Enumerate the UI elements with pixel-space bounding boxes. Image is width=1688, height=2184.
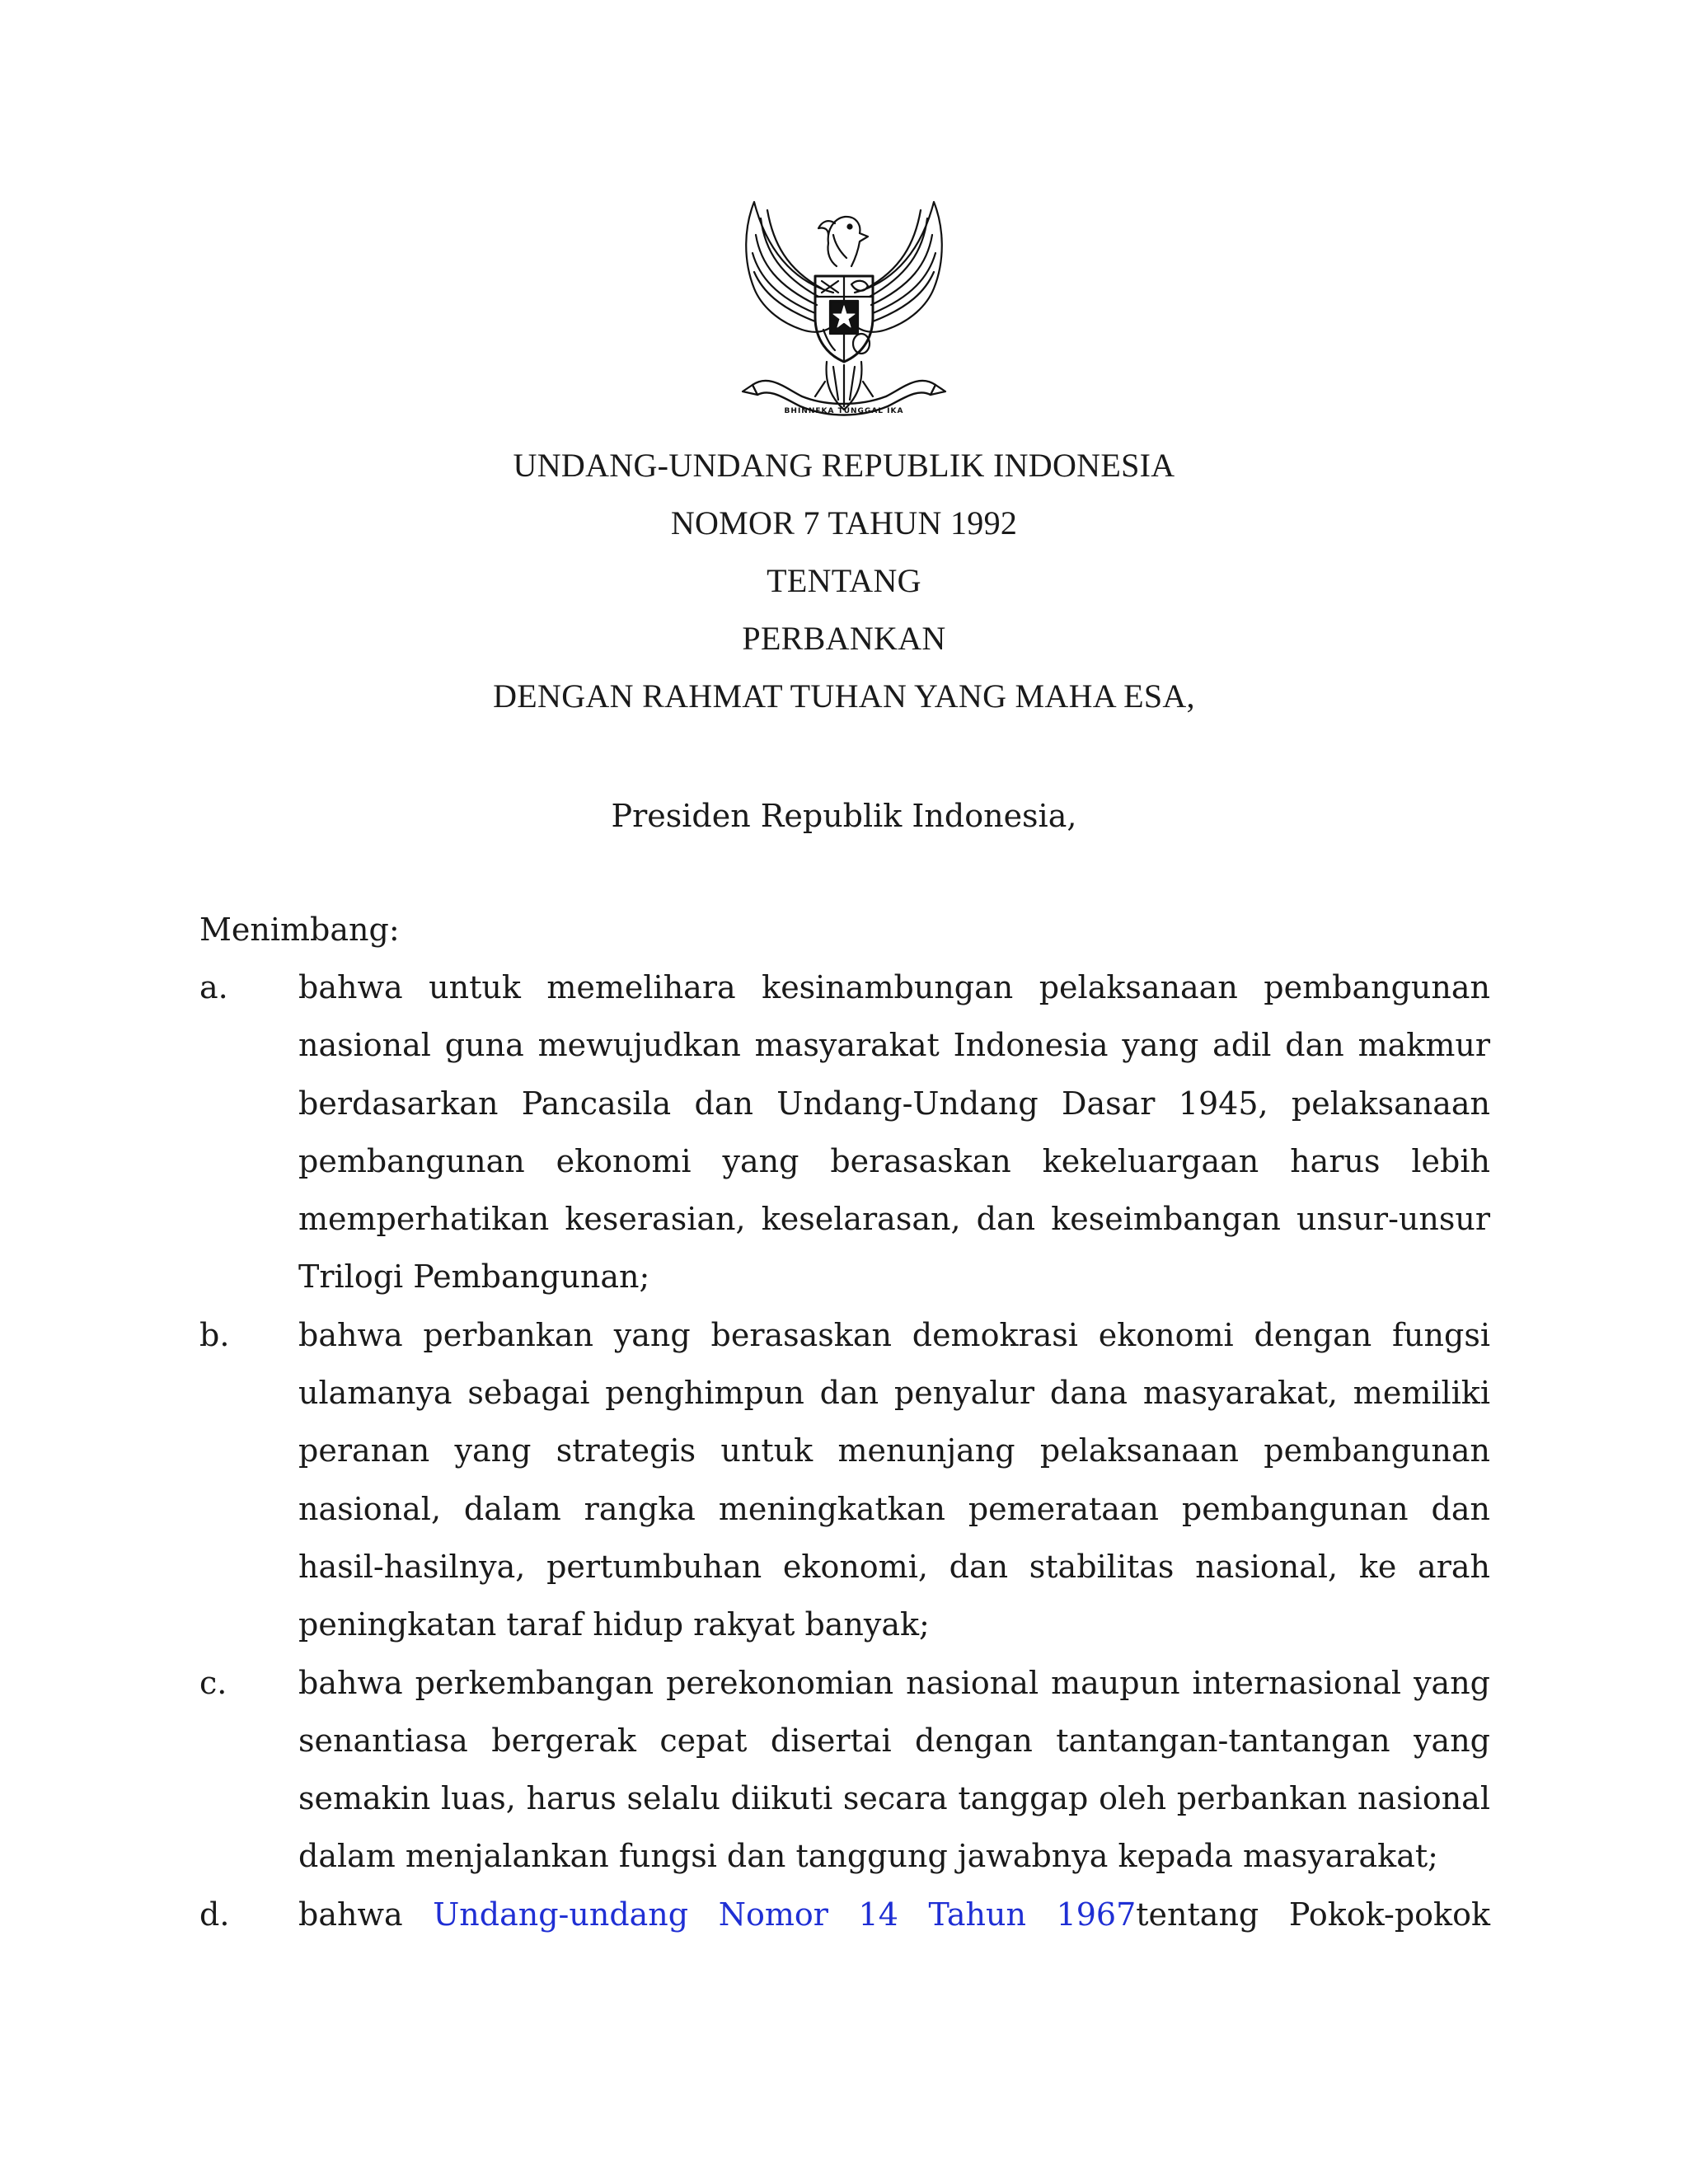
clause-d — [199, 1886, 1490, 1943]
emblem-motto-text: BHINNEKA TUNGGAL IKA — [784, 407, 904, 415]
clause-marker: a. — [199, 969, 228, 1005]
president-line: Presiden Republik Indonesia, — [611, 798, 1077, 834]
heading-about: TENTANG — [767, 562, 921, 599]
clause-text: bahwa untuk memelihara kesinambungan pelaksanaan pembangunan nasional guna mewujudkan masyarakat Indonesia yang adil dan makmur berdasarkan Pancasila dan Undang-Undang Dasar 1945, pelaksanaan pembangunan ekonomi yang berasaskan kekeluargaan harus lebih memperhatikan keserasian, keselarasan, dan keseimbangan unsur-unsur Trilogi Pembangunan; — [298, 969, 1490, 1296]
law-reference-link[interactable]: Undang-undang Nomor 14 Tahun 1967 — [433, 1896, 1137, 1933]
heading-subject: PERBANKAN — [742, 620, 946, 657]
considering-label: Menimbang: — [199, 912, 400, 948]
clause-text: bahwa perbankan yang berasaskan demokrasi ekonomi dengan fungsi ulamanya sebagai penghimpun dan penyalur dana masyarakat, memiliki peranan yang strategis untuk menunjang pelaksanaan pembangunan nasional, dalam rangka meningkatkan pemerataan pembangunan dan hasil-hasilnya, pertumbuhan ekonomi, dan stabilitas nasional, ke arah peningkatan taraf hidup rakyat banyak; — [298, 1316, 1490, 1643]
clause-marker: c. — [199, 1664, 227, 1701]
heading-law-number: NOMOR 7 TAHUN 1992 — [670, 504, 1018, 541]
clause-marker: d. — [199, 1896, 230, 1933]
clause-b — [199, 1306, 1490, 1654]
clause-c — [199, 1654, 1490, 1886]
garuda-pancasila-emblem-icon — [736, 194, 952, 431]
clause-text: bahwa perkembangan perekonomian nasional maupun internasional yang senantiasa bergerak cepat disertai dengan tantangan-tantangan yang semakin luas, harus selalu diikuti secara tanggap oleh perbankan nasional dalam menjalankan fungsi dan tanggung jawabnya kepada masyarakat; — [298, 1664, 1490, 1875]
considering-clauses — [199, 958, 1490, 1943]
clause-text — [298, 1886, 1490, 1943]
document-heading — [0, 437, 1688, 725]
clause-a — [199, 958, 1490, 1306]
heading-law-title: UNDANG-UNDANG REPUBLIK INDONESIA — [513, 447, 1175, 484]
clause-text-after: tentang Pokok-pokok — [1136, 1896, 1490, 1933]
clause-text-before: bahwa — [298, 1896, 434, 1933]
clause-marker: b. — [199, 1316, 230, 1353]
heading-invocation: DENGAN RAHMAT TUHAN YANG MAHA ESA, — [493, 677, 1195, 715]
